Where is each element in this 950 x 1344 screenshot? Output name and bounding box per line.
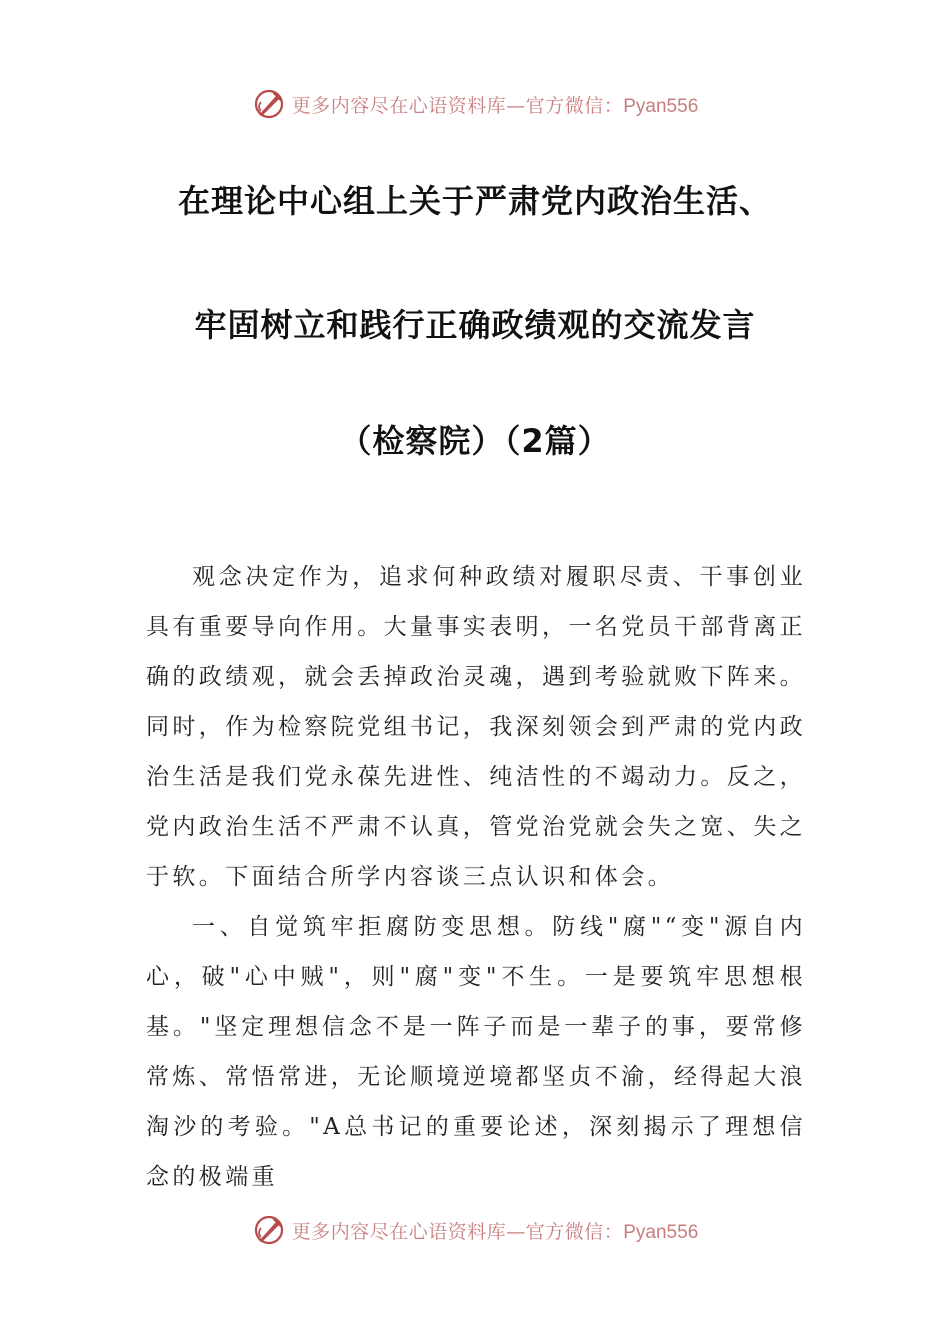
title-line-2: 牢固树立和践行正确政绩观的交流发言 — [194, 306, 756, 344]
header-banner-text — [292, 91, 699, 118]
document-body — [146, 552, 806, 1202]
body-paragraph-1: 观念决定作为，追求何种政绩对履职尽责、干事创业具有重要导向作用。大量事实表明，一名党员干部背离正确的政绩观，就会丢掉政治灵魂，遇到考验就败下阵来。同时，作为检察院党组书记，我深刻领会到严肃的党内政治生活是我们党永葆先进性、纯洁性的不竭动力。反之，党内政治生活不严肃不认真，管党治党就会失之宽、失之于软。下面结合所学内容谈三点认识和体会。 — [146, 564, 806, 890]
footer-banner-label: 更多内容尽在心语资料库—官方微信： — [291, 1220, 624, 1243]
title-line-3: （检察院）（2篇） — [339, 422, 611, 460]
footer-watermark-banner — [0, 1210, 950, 1250]
footer-wechat-id: Pyan556 — [623, 1221, 699, 1243]
footer-banner-text — [292, 1217, 699, 1244]
title-line-1: 在理论中心组上关于严肃党内政治生活、 — [177, 182, 772, 220]
body-paragraph-2: 一、自觉筑牢拒腐防变思想。防线"腐"“变"源自内心，破"心中贼"，则"腐"变"不生。一是要筑牢思想根基。"坚定理想信念不是一阵子而是一辈子的事，要常修常炼、常悟常进，无论顺境逆境都坚贞不渝，经得起大浪淘沙的考验。"A总书记的重要论述，深刻揭示了理想信念的极端重 — [146, 914, 806, 1190]
quill-logo-icon — [252, 1213, 286, 1247]
header-wechat-id: Pyan556 — [623, 95, 699, 117]
quill-logo-icon — [252, 87, 286, 121]
header-watermark-banner — [0, 84, 950, 124]
header-banner-label: 更多内容尽在心语资料库—官方微信： — [291, 94, 624, 117]
